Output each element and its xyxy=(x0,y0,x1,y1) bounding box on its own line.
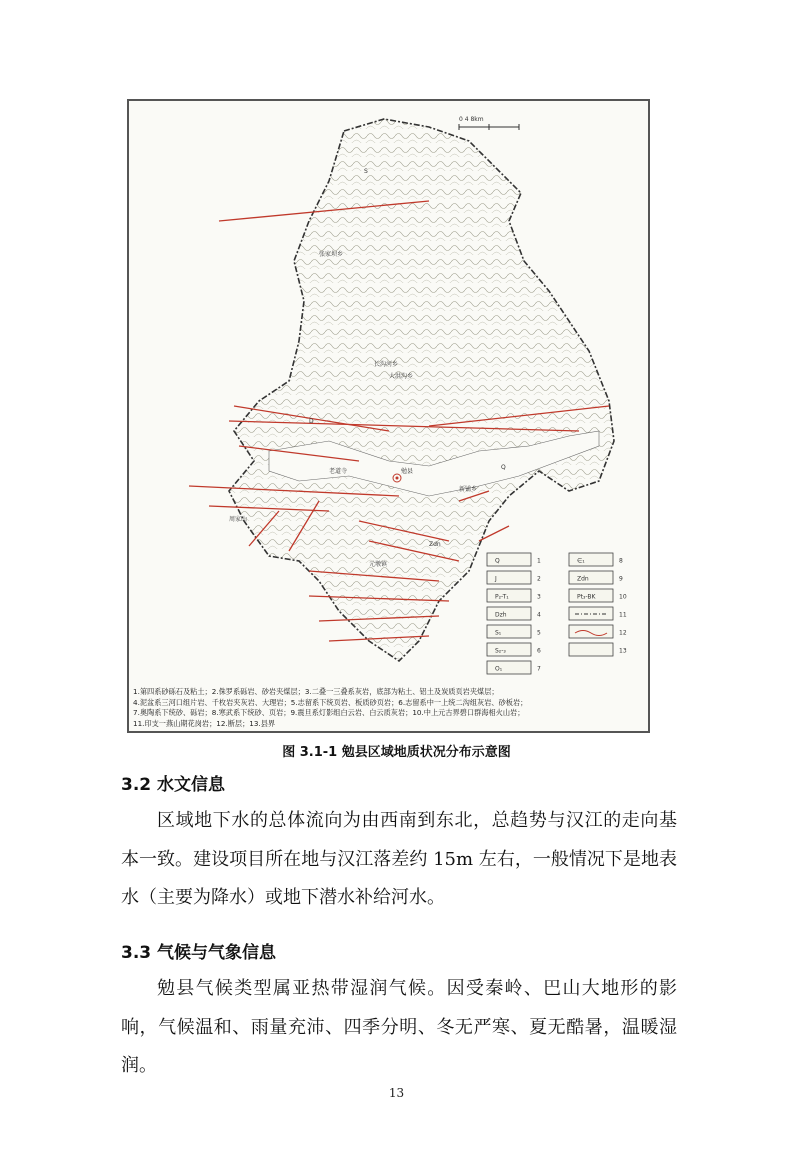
map-label-unit-s: S xyxy=(364,168,368,175)
legend-swatch xyxy=(569,625,613,638)
map-label-place5: 元墩镇 xyxy=(369,561,388,568)
legend-number: 7 xyxy=(537,665,541,673)
legend-number: 6 xyxy=(537,647,541,655)
section-paragraph-hydrology: 区域地下水的总体流向为由西南到东北，总趋势与汉江的走向基本一致。建设项目所在地与汉江落差约 15m 左右，一般情况下是地表水（主要为降水）或地下潜水补给河水。 xyxy=(121,810,677,908)
legend-line: 11.印支一燕山期花岗岩；12.断层；13.县界 xyxy=(133,718,276,728)
legend-number: 3 xyxy=(537,593,541,601)
page-number: 13 xyxy=(388,1086,405,1100)
legend-swatch xyxy=(487,571,531,584)
map-legend xyxy=(487,553,627,674)
legend-symbol: Q xyxy=(495,557,500,565)
scale-bar xyxy=(459,116,519,130)
legend-symbol: Zdn xyxy=(577,575,589,583)
legend-number: 11 xyxy=(619,611,627,619)
figure-caption: 图 3.1-1 勉县区域地质状况分布示意图 xyxy=(282,745,511,760)
legend-number: 12 xyxy=(619,629,627,637)
geology-map xyxy=(129,101,648,691)
legend-swatch xyxy=(487,589,531,602)
legend-symbol: Dzh xyxy=(495,611,507,619)
legend-swatch xyxy=(487,661,531,674)
section-paragraph-climate: 勉县气候类型属亚热带湿润气候。因受秦岭、巴山大地形的影响，气候温和、雨量充沛、四季分明、冬无严寒、夏无酷暑，温暖湿润。 xyxy=(121,978,677,1076)
geology-map-figure xyxy=(127,99,650,733)
legend-symbol: Pt₃-BK xyxy=(577,593,596,601)
legend-number: 9 xyxy=(619,575,623,583)
legend-symbol: O₁ xyxy=(495,665,503,673)
legend-swatch xyxy=(569,643,613,656)
legend-number: 5 xyxy=(537,629,541,637)
legend-swatch xyxy=(569,553,613,566)
legend-symbol: P₂-T₁ xyxy=(495,593,509,601)
legend-symbol: S₁ xyxy=(495,629,502,637)
map-label-unit-q: Q xyxy=(501,464,506,471)
legend-number: 4 xyxy=(537,611,541,619)
legend-line: 4.泥盆系三河口组片岩、千枚岩夹灰岩、大理岩；5.志留系下统页岩、板质砂页岩；6.志留系中一上统二沟组灰岩、砂板岩； xyxy=(133,697,528,707)
map-label-place1: 张家坝乡 xyxy=(319,251,344,258)
scale-label: 0 4 8km xyxy=(459,116,484,123)
legend-symbol: J xyxy=(495,575,497,583)
section-heading-climate: 3.3 气候与气象信息 xyxy=(121,943,277,963)
map-label-place8: 周家山 xyxy=(229,516,248,523)
legend-swatch xyxy=(487,607,531,620)
legend-number: 1 xyxy=(537,557,541,565)
legend-line: 1.第四系砂砾石及粘土；2.侏罗系砾岩、砂岩夹煤层；3.二叠一三叠系灰岩，底部为粘土、铝土及炭质页岩夹煤层； xyxy=(133,687,499,696)
map-label-unit-z: Zdn xyxy=(429,541,441,548)
map-label-place4: 勉县 xyxy=(401,468,414,475)
map-label-unit-d: D xyxy=(309,418,314,425)
legend-number: 13 xyxy=(619,647,627,655)
legend-number: 8 xyxy=(619,557,623,565)
legend-swatch xyxy=(487,553,531,566)
legend-symbol: S₂-₃ xyxy=(495,647,506,655)
map-label-place3: 大洪沟乡 xyxy=(389,373,414,380)
legend-swatch xyxy=(487,625,531,638)
legend-description xyxy=(133,687,644,733)
map-label-place7: 新铺乡 xyxy=(459,486,478,493)
legend-swatch xyxy=(487,643,531,656)
section-heading-hydrology: 3.2 水文信息 xyxy=(121,775,226,795)
legend-symbol: ∈₁ xyxy=(577,557,585,565)
map-label-place2: 长沟河乡 xyxy=(374,361,399,368)
map-label-place6: 老道寺 xyxy=(329,468,348,475)
legend-line: 7.奥陶系下统砂、砾岩；8.寒武系下统砂、页岩；9.震旦系灯影组白云岩、白云质灰岩；10.中上元古界碧口群海相火山岩； xyxy=(133,708,525,717)
legend-number: 2 xyxy=(537,575,541,583)
legend-swatch xyxy=(569,571,613,584)
legend-number: 10 xyxy=(619,593,627,601)
